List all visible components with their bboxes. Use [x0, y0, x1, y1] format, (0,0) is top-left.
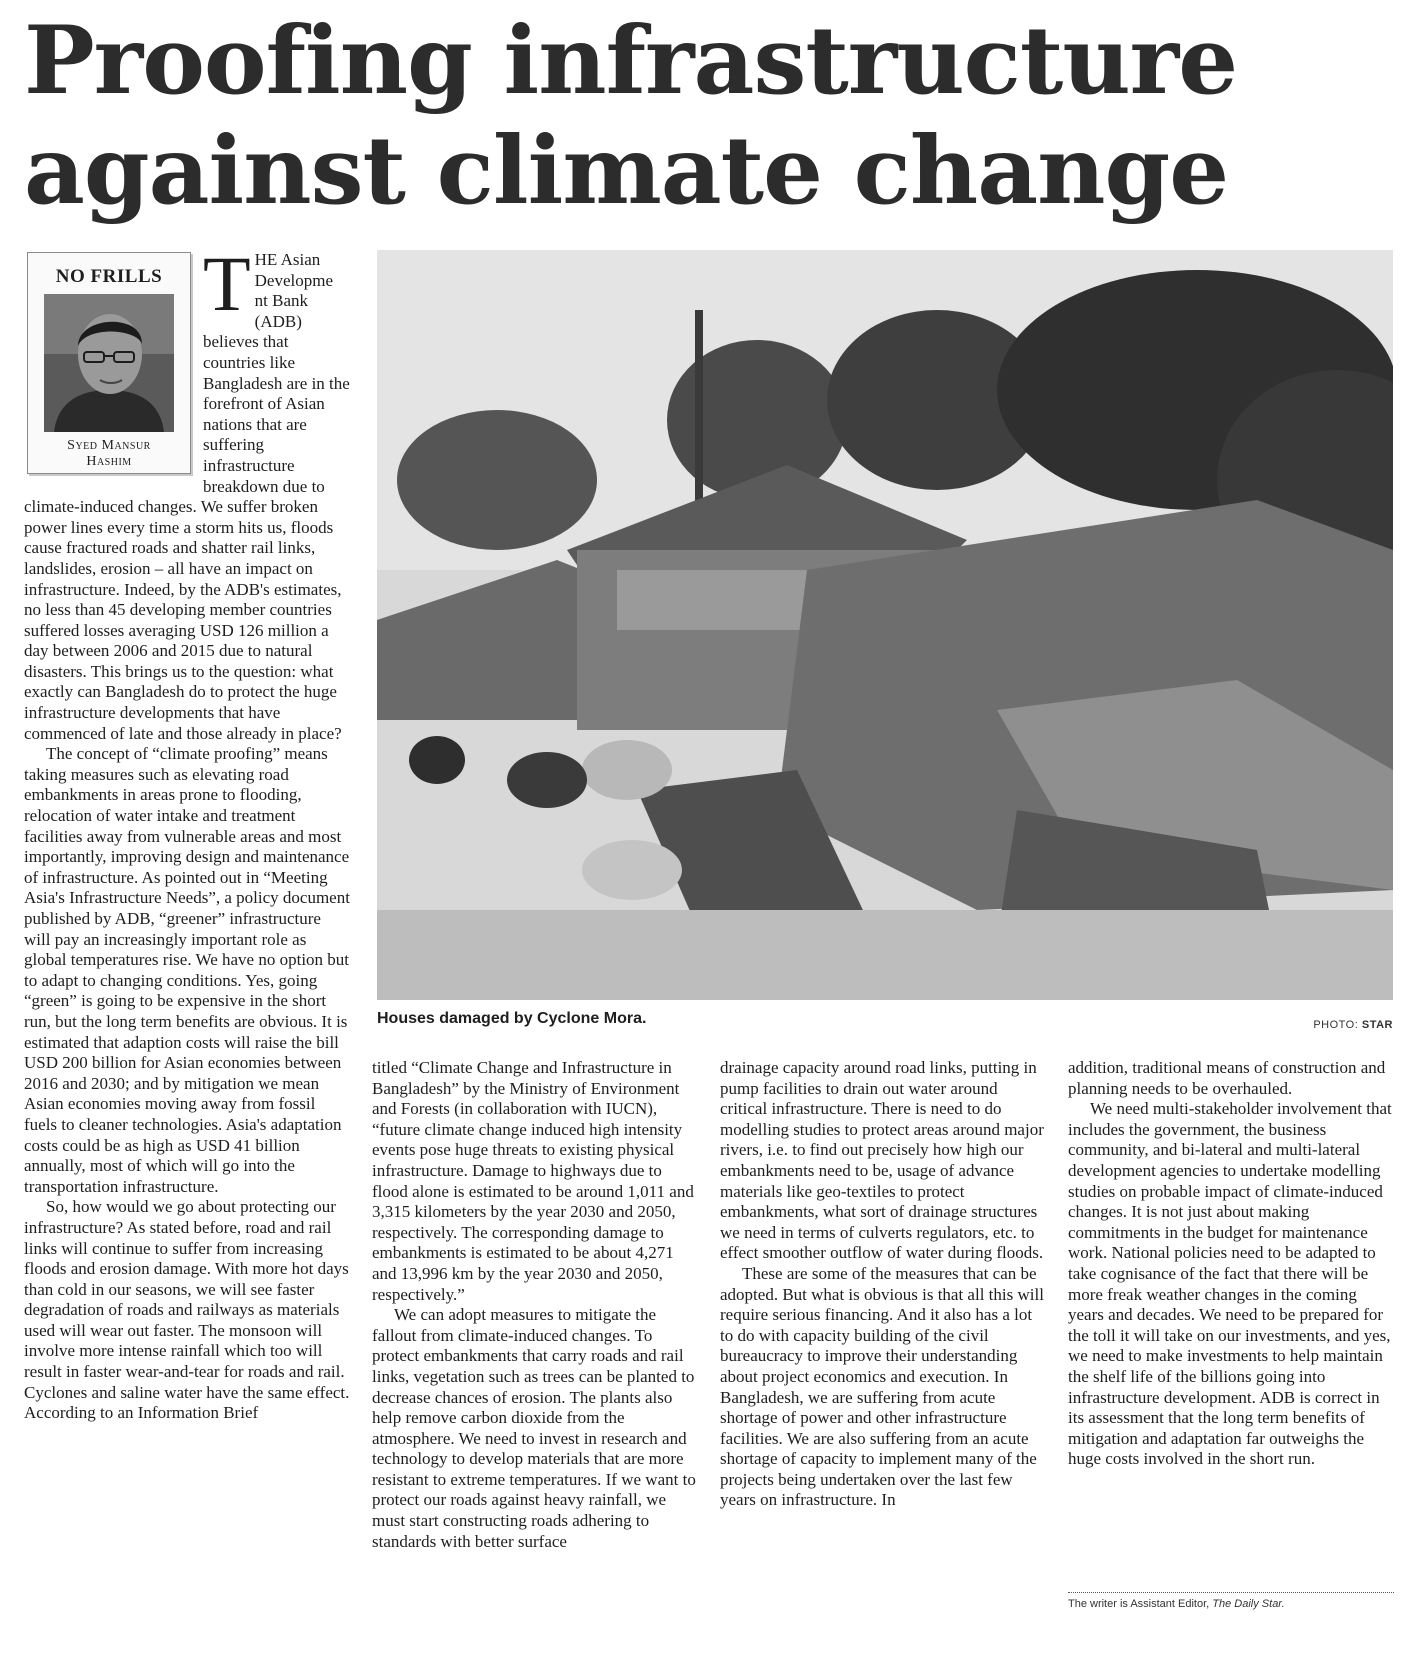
- column-label: NO FRILLS: [55, 266, 163, 287]
- article-column-4: [1068, 1058, 1394, 1470]
- photo-credit: [1313, 1019, 1393, 1031]
- author-name-line-2: Hashim: [86, 453, 132, 469]
- article-paragraph: We can adopt measures to mitigate the fallout from climate-induced changes. To protect embankments that carry roads and rail links, vegetation such as trees can be planted to decrease chances of erosion. The plants also help remove carbon dioxide from the atmosphere. We need to invest in research and technology to develop materials that are more resistant to extreme temperatures. If we want to protect our roads against heavy rainfall, we must start constructing roads adhering to standards with better surface: [372, 1305, 696, 1551]
- publication-name: The Daily Star.: [1212, 1598, 1285, 1610]
- article-paragraph: These are some of the measures that can be adopted. But what is obvious is that all this will require serious financing. And it also has a lot to do with capacity building of the civil bureaucracy to improve their understanding about project economics and execution. In Bangladesh, we are suffering from acute shortage of power and other infrastructure facilities. We are also suffering from an acute shortage of capacity to implement many of the projects being undertaken over the last few years on infrastructure. In: [720, 1263, 1044, 1510]
- photo-caption: Houses damaged by Cyclone Mora.: [377, 1010, 647, 1027]
- byline-box: [27, 252, 191, 474]
- author-name-line-1: Syed Mansur: [67, 437, 151, 453]
- photo-credit-source: STAR: [1361, 1019, 1393, 1031]
- article-paragraph: addition, traditional means of construction and planning needs to be overhauled.: [1068, 1058, 1386, 1098]
- writer-note-text: The writer is Assistant Editor,: [1068, 1598, 1210, 1610]
- photo-illustration: [377, 250, 1393, 1000]
- article-column-1: [24, 240, 350, 1424]
- drop-cap: T: [203, 240, 251, 327]
- article-paragraph: We need multi-stakeholder involvement that includes the government, the business community, and bi-lateral and multi-lateral development agencies to undertake modelling studies on probable impact of climate-induced changes. It is not just about making commitments in the budget for maintenance work. National policies need to be adapted to take cognisance of the fact that there will be more freak weather changes in the coming years and decades. We need to be prepared for the toll it will take on our investments, and yes, we need to make investments to help maintain the shelf life of the billions going into infrastructure development. ADB is correct in its assessment that the long term benefits of mitigation and adaptation far outweighs the huge costs involved in the short run.: [1068, 1099, 1392, 1469]
- cyclone-damage-photo: [377, 250, 1393, 1000]
- article-column-2: [372, 1058, 698, 1552]
- article-paragraph: drainage capacity around road links, putting in pump facilities to drain out water around critical infrastructure. There is need to do modelling studies to protect areas around major rivers, i.e. to find out precisely how high our embankments need to be, usage of advance materials like geo-textiles to protect embankments, what sort of drainage structures we need in terms of culverts regulators, etc. to effect smoother outflow of water during floods.: [720, 1058, 1044, 1263]
- author-name: [28, 438, 190, 470]
- headline: [24, 6, 1324, 226]
- article-paragraph: So, how would we go about protecting our infrastructure? As stated before, road and rail links will continue to suffer from increasing floods and erosion damage. With more hot days than cold in our seasons, we will see faster degradation of roads and railways as materials used will wear out faster. The monsoon will involve more intense rainfall which too will result in faster wear-and-tear for roads and rail. Cyclones and saline water have the same effect. According to an Information Brief: [24, 1197, 350, 1423]
- headline-line-2: against climate change: [24, 116, 1228, 226]
- article-column-3: [720, 1058, 1046, 1511]
- writer-note: [1068, 1592, 1394, 1610]
- article-paragraph: titled “Climate Change and Infrastructure in Bangladesh” by the Ministry of Environment and Forests (in collaboration with IUCN), “future climate change induced high intensity events pose huge threats to existing physical infrastructure. Damage to highways due to flood alone is estimated to be around 1,011 and 3,315 kilometers by the year 2030 and 2050, respectively. The corresponding damage to embankments is estimated to be about 4,271 and 13,996 km by the year 2030 and 2050, respectively.”: [372, 1058, 694, 1304]
- photo-credit-label: PHOTO:: [1313, 1019, 1359, 1031]
- headline-line-1: Proofing infrastructure: [24, 6, 1237, 116]
- article-paragraph-text: HE Asian Developme nt Bank (ADB) believes that countries like Bangladesh are in the forefront of Asian nations that are suffering infrastructure breakdown due to climate-induced changes. We suffer broken power lines every time a storm hits us, floods cause fractured roads and shatter rail links, landslides, erosion – all have an impact on infrastructure. Indeed, by the ADB's estimates, no less than 45 developing member countries suffered losses averaging USD 126 million a day between 2006 and 2015 due to natural disasters. This brings us to the question: what exactly can Bangladesh do to protect the huge infrastructure developments that have commenced of late and those already in place?: [24, 250, 350, 743]
- author-portrait: [44, 294, 174, 432]
- article-paragraph: The concept of “climate proofing” means taking measures such as elevating road embankments in areas prone to flooding, relocation of water intake and treatment facilities away from vulnerable areas and most importantly, improving design and maintenance of infrastructure. As pointed out in “Meeting Asia's Infrastructure Needs”, a policy document published by ADB, “greener” infrastructure will pay an increasingly important role as global temperatures rise. We have no option but to adapt to changing conditions. Yes, going “green” is going to be expensive in the short run, but the long term benefits are obvious. It is estimated that adaption costs will raise the bill USD 200 billion for Asian economies between 2016 and 2030; and by mitigation we mean Asian economies moving away from fossil fuels to cleaner technologies. Asia's adaptation costs could be as high as USD 41 billion annually, most of which will go into the transportation infrastructure.: [24, 744, 350, 1196]
